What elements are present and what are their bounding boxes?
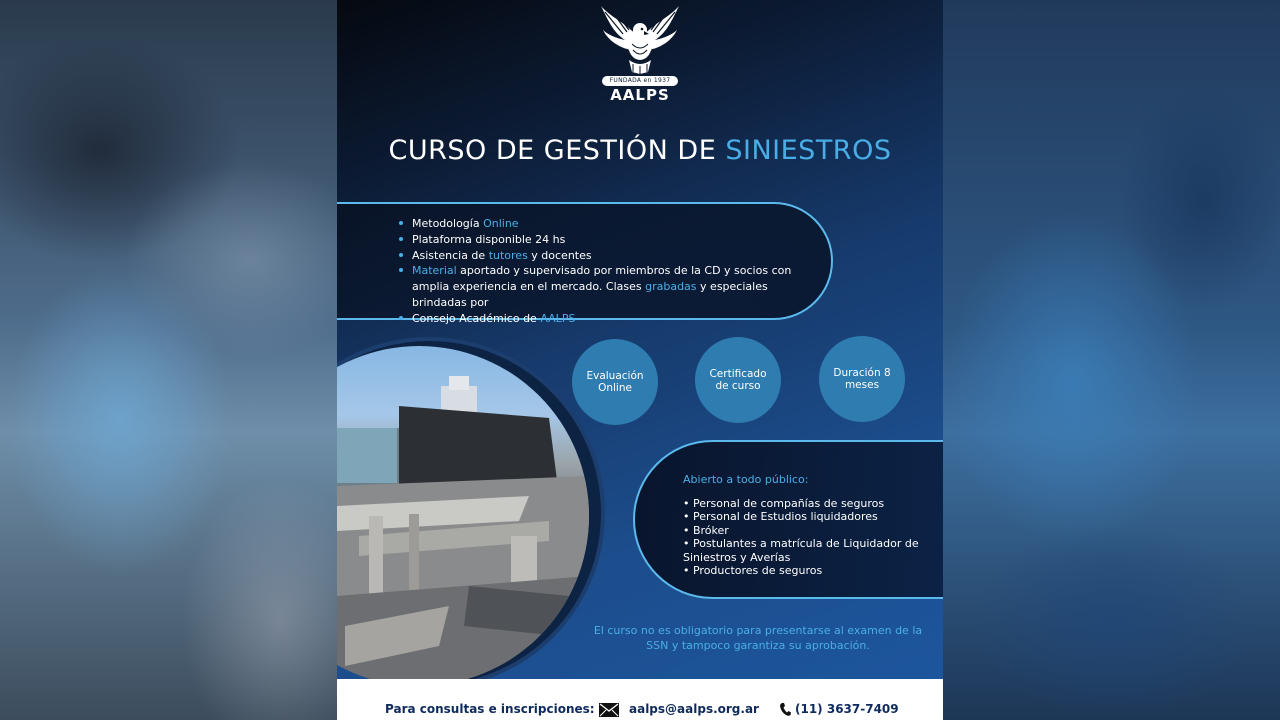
info-item-assistance: Asistencia de tutores y docentes	[399, 248, 809, 264]
info-item-material: Material aportado y supervisado por miembros de la CD y socios con amplia experiencia en el mercado. Clases grabadas y especiales brindadas por	[399, 263, 809, 310]
contact-footer	[337, 679, 943, 720]
contact-email-link[interactable]: aalps@aalps.org.ar	[629, 702, 759, 716]
mail-icon	[599, 703, 619, 717]
feature-certificate: Certificado de curso	[695, 337, 781, 423]
title-accent: SINIESTROS	[725, 135, 892, 166]
audience-item: • Personal de compañías de seguros	[683, 497, 885, 510]
course-info-list	[399, 216, 809, 327]
contact-label: Para consultas e inscripciones:	[385, 702, 595, 716]
contact-phone-link[interactable]: (11) 3637-7409	[795, 702, 899, 716]
title-main: CURSO DE GESTIÓN DE	[388, 135, 726, 166]
info-item-council: Consejo Académico de AALPS	[399, 311, 809, 327]
course-flyer	[337, 0, 943, 720]
course-info-box	[337, 202, 833, 325]
phone-icon	[779, 702, 791, 717]
eagle-icon	[599, 4, 681, 78]
info-item-methodology: Metodología Online	[399, 216, 809, 232]
info-item-platform: Plataforma disponible 24 hs	[399, 232, 809, 248]
audience-box	[633, 440, 943, 599]
audience-title: Abierto a todo público:	[683, 473, 809, 486]
logo-founded-text: FUNDADA en 1937	[602, 76, 678, 86]
disclaimer-text: El curso no es obligatorio para presentarse al examen de la SSN y tampoco garantiza su aprobación.	[593, 624, 923, 652]
blurred-background-right	[943, 0, 1280, 720]
feature-duration: Duración 8 meses	[819, 336, 905, 422]
logo-name: AALPS	[610, 86, 670, 104]
audience-item: • Productores de seguros	[683, 564, 823, 578]
audience-item: • Postulantes a matrícula de Liquidador de Siniestros y Averías	[683, 537, 919, 564]
fire-damage-photo	[337, 346, 589, 686]
audience-list	[683, 497, 923, 577]
audience-item: • Bróker	[683, 523, 729, 537]
blurred-background-left	[0, 0, 337, 720]
audience-item: • Personal de Estudios liquidadores	[683, 510, 878, 524]
page-title	[337, 135, 943, 166]
feature-evaluation: Evaluación Online	[572, 339, 658, 425]
